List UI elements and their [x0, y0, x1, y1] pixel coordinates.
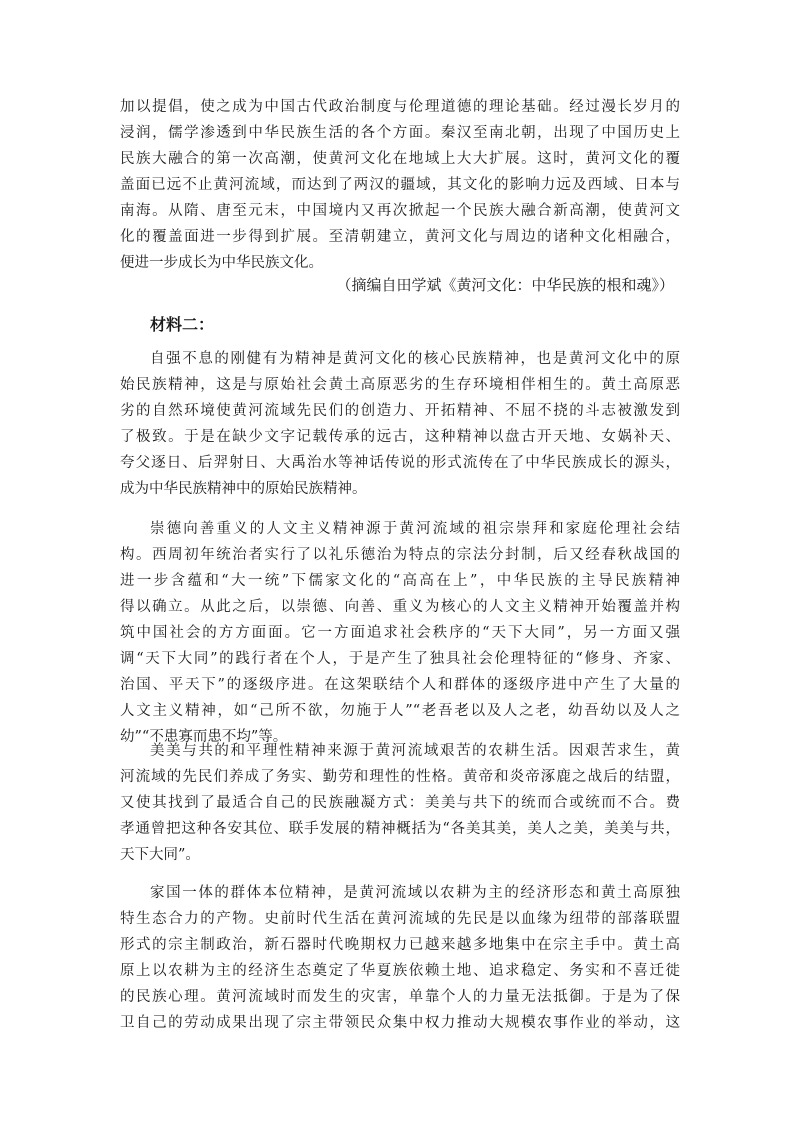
- text-line: 了极致。于是在缺少文字记载传承的远古，这种精神以盘古开天地、女娲补天、: [120, 429, 680, 445]
- text-line: 天下大同”。: [120, 847, 200, 863]
- text-line: 浸润，儒学渗透到中华民族生活的各个方面。秦汉至南北朝，出现了中国历史上: [120, 125, 680, 141]
- text-line: 得以确立。从此之后，以崇德、向善、重义为核心的人文主义精神开始覆盖并构: [120, 599, 680, 615]
- text-line: 治国、平天下”的逐级序进。在这架联结个人和群体的逐级序进中产生了大量的: [120, 677, 680, 693]
- text-line: 孝通曾把这种各安其位、联手发展的精神概括为“各美其美，美人之美，美美与共，: [120, 821, 680, 837]
- text-line: 原上以农耕为主的经济生态奠定了华夏族依赖土地、追求稳定、务实和不喜迁徙: [120, 963, 680, 979]
- text-line: 劣的自然环境使黄河流域先民们的创造力、开拓精神、不屈不挠的斗志被激发到: [120, 403, 680, 419]
- text-line: 幼”“不患寡而患不均”等。: [120, 729, 288, 745]
- text-line: 的民族心理。黄河流域时而发生的灾害，单靠个人的力量无法抵御。于是为了保: [120, 989, 680, 1005]
- text-line: 加以提倡，使之成为中国古代政治制度与伦理道德的理论基础。经过漫长岁月的: [120, 99, 680, 115]
- paragraph-continued: [120, 94, 680, 276]
- text-line: 河流域的先民们养成了务实、勤劳和理性的性格。黄帝和炎帝涿鹿之战后的结盟，: [120, 769, 680, 785]
- text-line: 成为中华民族精神中的原始民族精神。: [120, 481, 367, 497]
- text-line: 调“天下大同”的践行者在个人，于是产生了独具社会伦理特征的“修身、齐家、: [120, 651, 680, 667]
- text-line: 崇德向善重义的人文主义精神源于黄河流域的祖宗崇拜和家庭伦理社会结: [150, 521, 680, 537]
- text-line: 又使其找到了最适合自己的民族融凝方式：美美与共下的统而合或统而不合。费: [120, 795, 680, 811]
- text-line: 化的覆盖面进一步得到扩展。至清朝建立，黄河文化与周边的诸种文化相融合，: [120, 229, 680, 245]
- text-line: 进一步含蕴和“大一统”下儒家文化的“高高在上”，中华民族的主导民族精神: [120, 573, 680, 589]
- text-line: 卫自己的劳动成果出现了宗主带领民众集中权力推动大规模农事作业的举动，这: [120, 1015, 680, 1031]
- text-line: 便进一步成长为中华民族文化。: [120, 255, 323, 271]
- text-line: 家国一体的群体本位精神，是黄河流域以农耕为主的经济形态和黄土高原独: [150, 885, 680, 901]
- text-line: 盖面已远不止黄河流域，而达到了两汉的疆域，其文化的影响力远及西域、日本与: [120, 177, 680, 193]
- paragraph-4: [120, 880, 680, 1036]
- text-line: 筑中国社会的方方面面。它一方面追求社会秩序的“天下大同”，另一方面又强: [120, 625, 680, 641]
- source-citation: （摘编自田学斌《黄河文化：中华民族的根和魂》）: [336, 276, 674, 294]
- section-heading: 材料二：: [150, 315, 215, 334]
- text-line: 民族大融合的第一次高潮，使黄河文化在地域上大大扩展。这时，黄河文化的覆: [120, 151, 680, 167]
- paragraph-2: [120, 516, 680, 750]
- text-line: 夸父逐日、后羿射日、大禹治水等神话传说的形式流传在了中华民族成长的源头，: [120, 455, 680, 471]
- text-line: 美美与共的和平理性精神来源于黄河流域艰苦的农耕生活。因艰苦求生，黄: [150, 743, 680, 759]
- text-line: 自强不息的刚健有为精神是黄河文化的核心民族精神，也是黄河文化中的原: [150, 351, 680, 367]
- text-line: 始民族精神，这是与原始社会黄土高原恶劣的生存环境相伴相生的。黄土高原恶: [120, 377, 680, 393]
- paragraph-1: [120, 346, 680, 502]
- text-line: 人文主义精神，如“己所不欲，勿施于人”“老吾老以及人之老，幼吾幼以及人之: [120, 703, 680, 719]
- text-line: 特生态合力的产物。史前时代生活在黄河流域的先民是以血缘为纽带的部落联盟: [120, 911, 680, 927]
- text-line: 南海。从隋、唐至元末，中国境内又再次掀起一个民族大融合新高潮，使黄河文: [120, 203, 680, 219]
- text-line: 构。西周初年统治者实行了以礼乐德治为特点的宗法分封制，后又经春秋战国的: [120, 547, 680, 563]
- paragraph-3: [120, 738, 680, 868]
- text-line: 形式的宗主制政治，新石器时代晚期权力已越来越多地集中在宗主手中。黄土高: [120, 937, 680, 953]
